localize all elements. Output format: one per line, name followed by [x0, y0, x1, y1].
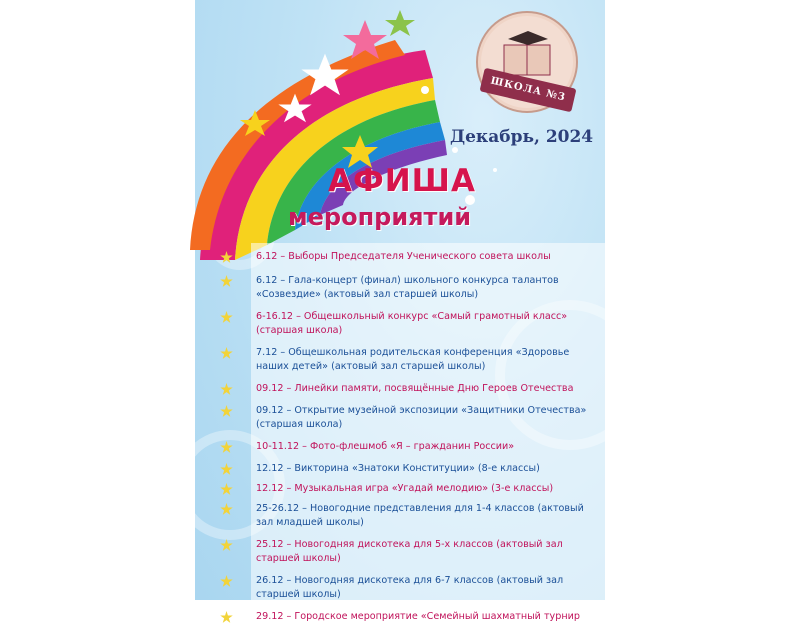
events-list [195, 250, 605, 632]
event-text: 29.12 – Городское мероприятие «Семейный шахматный турнир [256, 611, 580, 622]
event-text: 10-11.12 – Фото-флешмоб «Я – гражданин России» [256, 441, 515, 452]
event-text: 12.12 – Викторина «Знатоки Конституции» (8-е классы) [256, 463, 540, 474]
event-text: 26.12 – Новогодняя дискотека для 6-7 классов (актовый зал старшей школы) [256, 575, 564, 600]
sparkle-dot [493, 168, 497, 172]
sparkle-dot [421, 86, 429, 94]
event-item [195, 310, 605, 338]
event-item [195, 440, 605, 454]
event-month-date: Декабрь, 2024 [450, 127, 594, 147]
star-icon [385, 10, 415, 36]
star-bullet-icon [220, 383, 233, 396]
event-item [195, 610, 605, 624]
star-bullet-icon [220, 251, 233, 264]
star-bullet-icon [220, 483, 233, 496]
poster-subtitle: мероприятий [288, 203, 472, 231]
event-text: 12.12 – Музыкальная игра «Угадай мелодию» (3-е классы) [256, 483, 554, 494]
star-bullet-icon [220, 539, 233, 552]
star-bullet-icon [220, 503, 233, 516]
event-item [195, 462, 605, 476]
event-text: 25.12 – Новогодняя дискотека для 5-х классов (актовый зал старшей школы) [256, 539, 563, 564]
star-bullet-icon [220, 405, 233, 418]
event-item [195, 574, 605, 602]
star-bullet-icon [220, 441, 233, 454]
event-item [195, 404, 605, 432]
event-item [195, 250, 605, 264]
event-item [195, 346, 605, 374]
event-text: 09.12 – Открытие музейной экспозиции «Защитники Отечества» (старшая школа) [256, 405, 587, 430]
event-text: 25-26.12 – Новогодние представления для 1-4 классов (актовый зал младшей школы) [256, 503, 584, 528]
star-bullet-icon [220, 275, 233, 288]
sparkle-dot [452, 147, 458, 153]
emblem-ribbon-label: ШКОЛА №3 [480, 68, 577, 113]
event-text: 6-16.12 – Общешкольный конкурс «Самый грамотный класс» (старшая школа) [256, 311, 568, 336]
event-item [195, 502, 605, 530]
event-item [195, 538, 605, 566]
event-text: 7.12 – Общешкольная родительская конференция «Здоровье наших детей» (актовый зал старшей школы) [256, 347, 570, 372]
star-bullet-icon [220, 311, 233, 324]
star-bullet-icon [220, 347, 233, 360]
star-bullet-icon [220, 611, 233, 624]
event-text: 09.12 – Линейки памяти, посвящённые Дню Героев Отечества [256, 383, 574, 394]
star-bullet-icon [220, 575, 233, 588]
poster [195, 0, 605, 622]
star-bullet-icon [220, 463, 233, 476]
event-item [195, 382, 605, 396]
event-item [195, 482, 605, 496]
event-text: 6.12 – Гала-концерт (финал) школьного конкурса талантов «Созвездие» (актовый зал старшей школы) [256, 275, 559, 300]
event-item [195, 274, 605, 302]
event-text: 6.12 – Выборы Председателя Ученического совета школы [256, 251, 551, 262]
poster-title: АФИША [328, 163, 476, 199]
